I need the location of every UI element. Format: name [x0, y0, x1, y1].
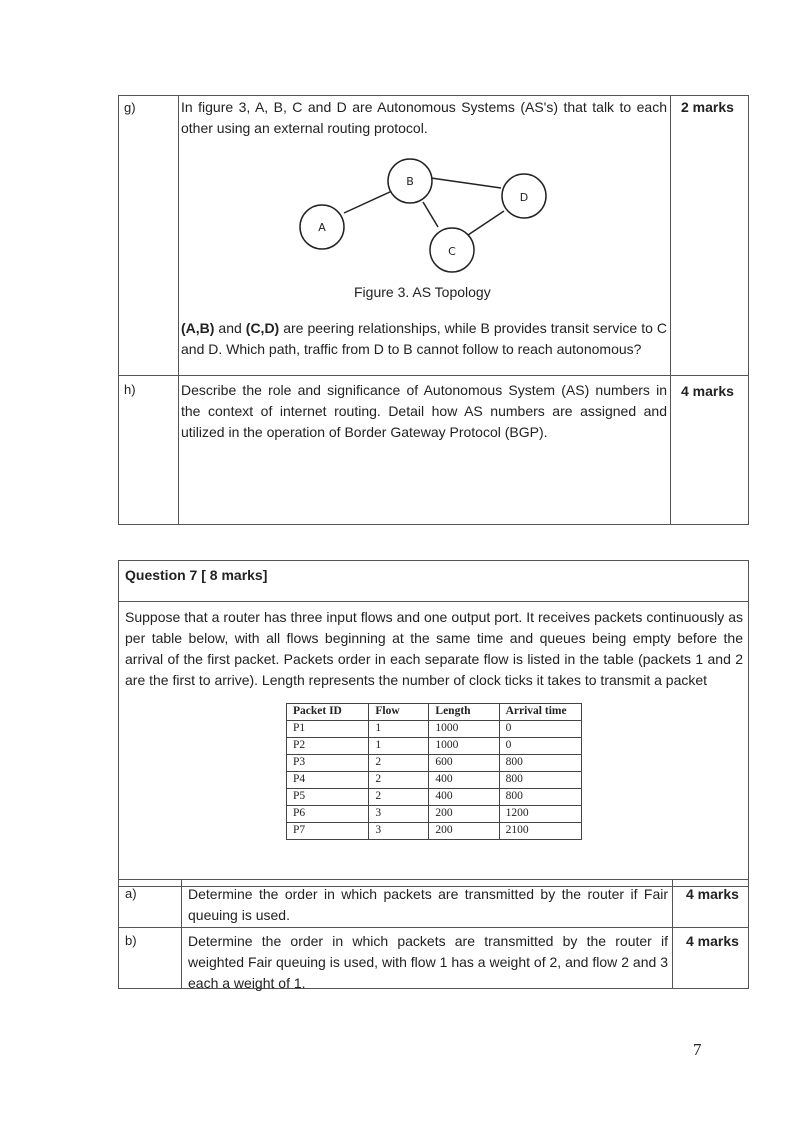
- peering-ab: (A,B): [181, 320, 215, 336]
- cell-length: 200: [429, 806, 499, 823]
- part-b-marks: 4 marks: [686, 933, 739, 949]
- cell-packet-id: P6: [287, 806, 369, 823]
- question-text-rest: are peering relationships, while B provides transit service to C and D. Which path, traffic from D to B cannot follow to reach autonomous?: [181, 320, 667, 357]
- section-g-marks: 2 marks: [681, 99, 734, 115]
- row-divider-g-h: [118, 375, 749, 376]
- cell-packet-id: P4: [287, 772, 369, 789]
- packet-table-row: [287, 823, 582, 840]
- cell-length: 200: [429, 823, 499, 840]
- question-7-title-divider: [118, 601, 749, 602]
- cell-arrival-time: 800: [499, 789, 581, 806]
- node-d-label: D: [519, 191, 529, 204]
- section-h-marks: 4 marks: [681, 383, 734, 399]
- cell-packet-id: P1: [287, 721, 369, 738]
- cell-packet-id: P2: [287, 738, 369, 755]
- parts-marks-divider: [672, 879, 673, 989]
- section-g-question: [181, 318, 667, 360]
- marks-column-divider: [670, 95, 671, 525]
- section-h-label: h): [124, 382, 136, 397]
- cell-arrival-time: 1200: [499, 806, 581, 823]
- cell-packet-id: P7: [287, 823, 369, 840]
- node-a-label: A: [318, 221, 326, 234]
- cell-length: 600: [429, 755, 499, 772]
- edge-a-b: [344, 191, 392, 213]
- packet-table-row: [287, 789, 582, 806]
- cell-length: 1000: [429, 721, 499, 738]
- cell-arrival-time: 0: [499, 721, 581, 738]
- header-flow: Flow: [369, 704, 429, 721]
- packet-table-header: [287, 704, 582, 721]
- parts-row-divider: [118, 927, 749, 928]
- packet-table-row: [287, 806, 582, 823]
- edge-b-c: [423, 202, 438, 227]
- question-text-and: and: [214, 320, 246, 336]
- question-7-intro: Suppose that a router has three input flows and one output port. It receives packets continuously as per table below, with all flows beginning at the same time and queues being empty before the arrival of the first packet. Packets order in each separate flow is listed in the table (packets 1 and 2 are the first to arrive). Length represents the number of clock ticks it takes to transmit a packet: [125, 609, 743, 688]
- section-g-text: In figure 3, A, B, C and D are Autonomous Systems (AS's) that talk to each other using an external routing protocol.: [181, 99, 667, 136]
- question-7-title: Question 7 [ 8 marks]: [125, 567, 268, 583]
- packet-table-row: [287, 755, 582, 772]
- section-g-label: g): [124, 100, 136, 115]
- packet-table: [286, 703, 582, 840]
- label-column-divider: [178, 95, 179, 525]
- cell-arrival-time: 2100: [499, 823, 581, 840]
- part-a-text: Determine the order in which packets are transmitted by the router if Fair queuing is used.: [188, 886, 668, 923]
- packet-table-row: [287, 772, 582, 789]
- cell-flow: 2: [369, 772, 429, 789]
- edge-b-d: [431, 178, 501, 188]
- part-b-label: b): [125, 933, 137, 948]
- cell-flow: 2: [369, 755, 429, 772]
- cell-packet-id: P3: [287, 755, 369, 772]
- cell-flow: 1: [369, 721, 429, 738]
- packet-table-row: [287, 721, 582, 738]
- page-number: 7: [693, 1040, 702, 1059]
- cell-length: 1000: [429, 738, 499, 755]
- cell-length: 400: [429, 772, 499, 789]
- edge-c-d: [468, 211, 504, 235]
- peering-cd: (C,D): [245, 320, 280, 336]
- cell-arrival-time: 800: [499, 772, 581, 789]
- part-b-text: Determine the order in which packets are transmitted by the router if weighted Fair queuing is used, with flow 1 has a weight of 2, and flow 2 and 3 each a weight of 1.: [188, 933, 668, 991]
- part-a-marks: 4 marks: [686, 886, 739, 902]
- cell-flow: 3: [369, 823, 429, 840]
- cell-length: 400: [429, 789, 499, 806]
- header-length: Length: [429, 704, 499, 721]
- cell-flow: 2: [369, 789, 429, 806]
- cell-arrival-time: 0: [499, 738, 581, 755]
- cell-packet-id: P5: [287, 789, 369, 806]
- node-b-label: B: [406, 175, 414, 188]
- node-c-label: C: [448, 245, 456, 258]
- cell-flow: 1: [369, 738, 429, 755]
- header-arrival-time: Arrival time: [499, 704, 581, 721]
- as-topology-figure: [290, 150, 570, 280]
- cell-arrival-time: 800: [499, 755, 581, 772]
- cell-flow: 3: [369, 806, 429, 823]
- part-a-label: a): [125, 886, 137, 901]
- packet-table-row: [287, 738, 582, 755]
- section-h-text: Describe the role and significance of Autonomous System (AS) numbers in the context of internet routing. Detail how AS numbers are assigned and utilized in the operation of Border Gateway Protocol (BGP).: [181, 382, 667, 440]
- parts-label-divider: [181, 879, 182, 989]
- header-packet-id: Packet ID: [287, 704, 369, 721]
- figure-caption: Figure 3. AS Topology: [354, 284, 491, 300]
